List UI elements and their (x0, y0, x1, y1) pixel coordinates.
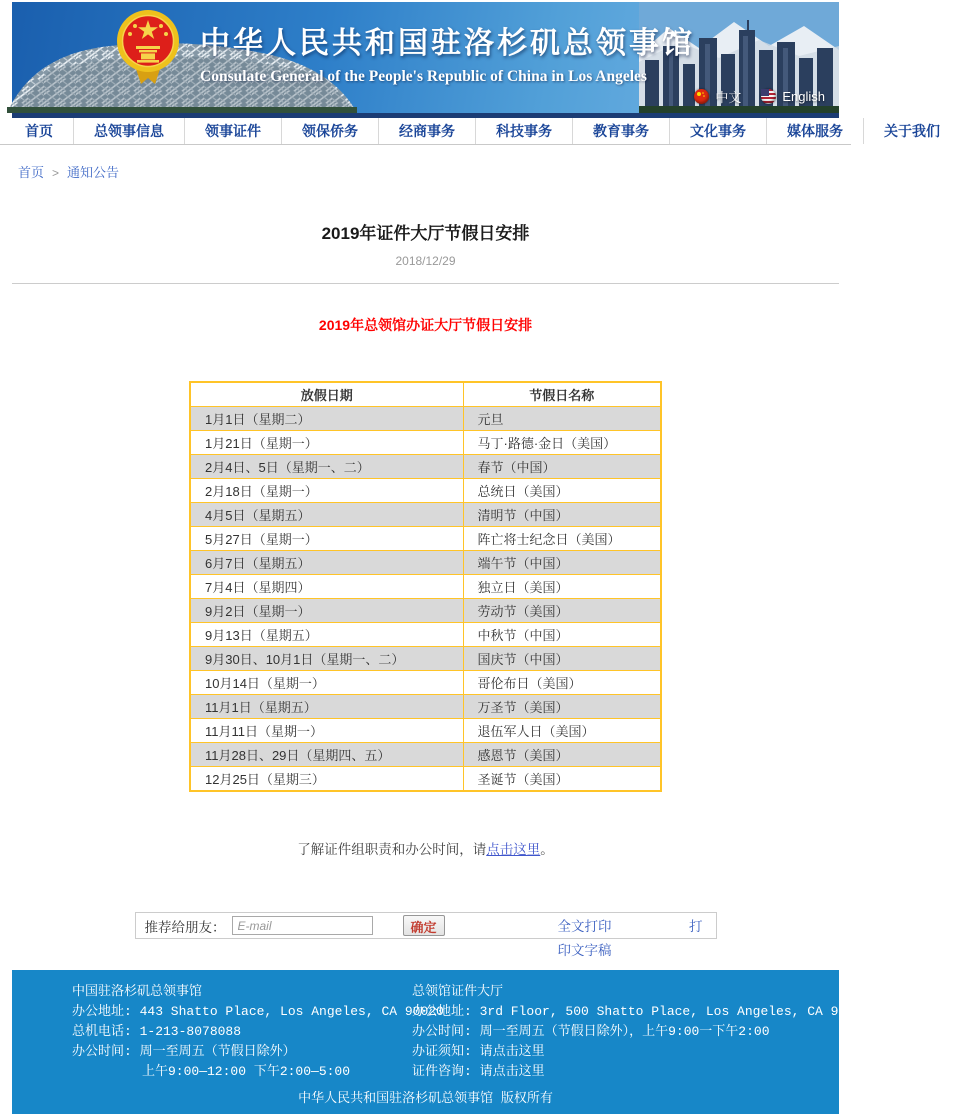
table-header-cell: 节假日名称 (463, 382, 661, 407)
lang-chinese-link[interactable] (694, 87, 741, 106)
share-box (135, 912, 717, 958)
nav-item-7[interactable]: 文化事务 (670, 118, 767, 144)
table-row (190, 431, 661, 455)
table-cell: 马丁·路德·金日（美国） (463, 431, 661, 455)
nav-item-2[interactable]: 领事证件 (185, 118, 282, 144)
print-links-line2 (558, 940, 703, 962)
table-body (190, 407, 661, 792)
table-cell: 12月25日（星期三） (190, 767, 463, 792)
table-cell: 2月4日、5日（星期一、二） (190, 455, 463, 479)
table-row (190, 527, 661, 551)
email-input[interactable] (232, 916, 373, 935)
china-flag-icon (694, 89, 709, 104)
table-cell: 阵亡将士纪念日（美国） (463, 527, 661, 551)
footer-right-title: 总领馆证件大厅 (412, 984, 504, 999)
table-cell: 11月11日（星期一） (190, 719, 463, 743)
note-prefix: 了解证件组职责和办公时间，请 (297, 842, 487, 857)
footer-right-line-0: 办公地址: 3rd Floor, 500 Shatto Place, Los Angeles, CA 90020 (412, 1004, 870, 1019)
table-cell: 哥伦布日（美国） (463, 671, 661, 695)
table-cell: 国庆节（中国） (463, 647, 661, 671)
table-head (190, 382, 661, 407)
banner-titles (200, 18, 695, 86)
article-date: 2018/12/29 (395, 254, 456, 268)
table-cell: 11月28日、29日（星期四、五） (190, 743, 463, 767)
table-cell: 9月30日、10月1日（星期一、二） (190, 647, 463, 671)
table-row (190, 455, 661, 479)
copyright-text: 中华人民共和国驻洛杉矶总领事馆 版权所有 (298, 1091, 553, 1106)
table-cell: 4月5日（星期五） (190, 503, 463, 527)
table-row (190, 551, 661, 575)
table-row (190, 647, 661, 671)
print-text-link-part1[interactable]: 打 (689, 919, 703, 934)
share-section (135, 912, 717, 960)
table-row (190, 671, 661, 695)
submit-button[interactable]: 确定 (403, 915, 445, 936)
nav-item-4[interactable]: 经商事务 (379, 118, 476, 144)
table-cell: 6月7日（星期五） (190, 551, 463, 575)
article-note (0, 838, 851, 858)
print-full-link[interactable]: 全文打印 (557, 919, 612, 934)
click-here-link[interactable]: 点击这里 (486, 842, 541, 857)
table-cell: 9月13日（星期五） (190, 623, 463, 647)
footer-left-line-2: 办公时间: 周一至周五（节假日除外） (72, 1044, 296, 1059)
footer-right-line-3[interactable]: 证件咨询: 请点击这里 (412, 1064, 545, 1079)
table-cell: 7月4日（星期四） (190, 575, 463, 599)
table-cell: 1月21日（星期一） (190, 431, 463, 455)
nav-item-3[interactable]: 领保侨务 (282, 118, 379, 144)
table-cell: 春节（中国） (463, 455, 661, 479)
lang-english-label: English (782, 89, 825, 104)
breadcrumb-home-link[interactable]: 首页 (18, 165, 45, 180)
table-cell: 11月1日（星期五） (190, 695, 463, 719)
breadcrumb-separator: > (52, 166, 60, 180)
us-flag-icon (761, 89, 776, 104)
table-row (190, 407, 661, 431)
table-cell: 清明节（中国） (463, 503, 661, 527)
print-links-line1 (558, 916, 703, 938)
footer-left-title: 中国驻洛杉矶总领事馆 (72, 984, 203, 999)
footer-right-column (412, 982, 870, 1082)
nav-item-8[interactable]: 媒体服务 (767, 118, 864, 144)
table-header-cell: 放假日期 (190, 382, 463, 407)
table-cell: 劳动节（美国） (463, 599, 661, 623)
print-links (558, 916, 703, 962)
table-row (190, 503, 661, 527)
language-bar (694, 87, 825, 106)
table-cell: 圣诞节（美国） (463, 767, 661, 792)
breadcrumb-current-link[interactable]: 通知公告 (67, 165, 120, 180)
nav-item-5[interactable]: 科技事务 (476, 118, 573, 144)
print-text-link-part2[interactable]: 印文字稿 (557, 943, 612, 958)
footer-columns (12, 982, 870, 1082)
table-cell: 感恩节（美国） (463, 743, 661, 767)
footer-left-line-0: 办公地址: 443 Shatto Place, Los Angeles, CA 90020 (72, 1004, 444, 1019)
site-footer (12, 970, 870, 1114)
table-row (190, 623, 661, 647)
table-row (190, 599, 661, 623)
table-cell: 端午节（中国） (463, 551, 661, 575)
table-cell: 中秋节（中国） (463, 623, 661, 647)
table-cell: 元旦 (463, 407, 661, 431)
table-cell: 1月1日（星期二） (190, 407, 463, 431)
table-cell: 退伍军人日（美国） (463, 719, 661, 743)
title-divider (12, 283, 839, 284)
table-cell: 10月14日（星期一） (190, 671, 463, 695)
main-nav (0, 118, 940, 145)
footer-left-column (72, 982, 444, 1082)
table-row (190, 743, 661, 767)
site-banner (12, 2, 839, 113)
site-title-english: Consulate General of the People's Republic of China in Los Angeles (200, 68, 647, 85)
table-cell: 2月18日（星期一） (190, 479, 463, 503)
lang-chinese-label: 中文 (715, 90, 742, 105)
nav-item-1[interactable]: 总领事信息 (74, 118, 185, 144)
recommend-label: 推荐给朋友： (144, 919, 226, 935)
nav-item-0[interactable]: 首页 (5, 118, 74, 144)
table-row (190, 575, 661, 599)
nav-item-6[interactable]: 教育事务 (573, 118, 670, 144)
holiday-schedule-table (189, 381, 662, 792)
table-cell: 万圣节（美国） (463, 695, 661, 719)
table-row (190, 695, 661, 719)
table-row (190, 479, 661, 503)
table-cell: 总统日（美国） (463, 479, 661, 503)
footer-right-line-2[interactable]: 办证须知: 请点击这里 (412, 1044, 545, 1059)
footer-left-line-1: 总机电话: 1-213-8078088 (72, 1024, 242, 1039)
table-header-row (190, 382, 661, 407)
page-title: 2019年证件大厅节假日安排 (321, 224, 530, 243)
nav-item-9[interactable]: 关于我们 (884, 123, 940, 139)
article-subtitle: 2019年总领馆办证大厅节假日安排 (318, 317, 533, 333)
footer-left-line-3: 上午9:00—12:00 下午2:00—5:00 (142, 1064, 351, 1079)
table-cell: 9月2日（星期一） (190, 599, 463, 623)
table-cell: 独立日（美国） (463, 575, 661, 599)
lang-english-link[interactable] (761, 89, 825, 104)
national-emblem-icon (115, 8, 181, 92)
breadcrumb (18, 162, 851, 181)
table-row (190, 767, 661, 792)
table-cell: 5月27日（星期一） (190, 527, 463, 551)
note-suffix: 。 (540, 842, 554, 857)
footer-right-line-1: 办公时间: 周一至周五（节假日除外），上午9:00一下午2:00 (412, 1024, 770, 1039)
site-title-chinese: 中华人民共和国驻洛杉矶总领事馆 (200, 27, 695, 60)
table-row (190, 719, 661, 743)
